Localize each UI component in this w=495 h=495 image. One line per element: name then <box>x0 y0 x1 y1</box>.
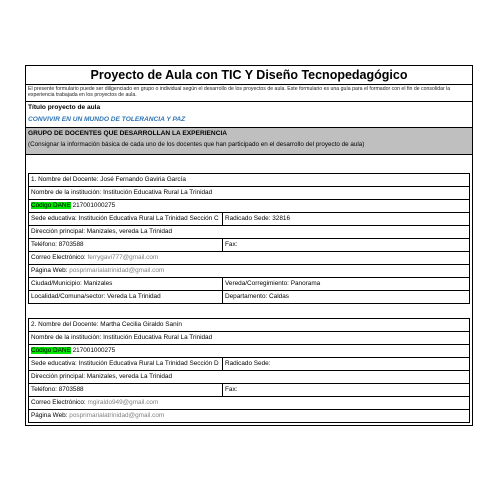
pagina-label: Página Web: <box>31 266 70 274</box>
teacher-fax[interactable]: Fax: <box>225 240 238 248</box>
teacher-row <box>29 213 469 226</box>
pagina-value: posprimarialatrinidad@gmail.com <box>69 266 165 274</box>
project-title-value[interactable]: CONVIVIR EN UN MUNDO DE TOLERANCIA Y PAZ <box>26 112 472 128</box>
form-intro: El presente formulario puede ser diligenciado en grupo o individual según el desarrollo de los proyectos de aula. Este formulario es una guía para el formador con el fin de consolidar la experiencia trabajada en los proyectos de aula. <box>26 85 472 102</box>
teacher-row <box>29 226 469 239</box>
dane-value: 217001000275 <box>70 201 116 209</box>
teacher-institution[interactable]: Nombre de la institución: Institución Educativa Rural La Trinidad <box>31 333 213 341</box>
correo-label: Correo Electrónico: <box>31 253 88 261</box>
form-title: Proyecto de Aula con TIC Y Diseño Tecnopedagógico <box>26 66 472 85</box>
teacher-row <box>29 410 469 422</box>
teacher-block <box>28 318 470 423</box>
teacher-row <box>29 384 469 397</box>
teacher-telefono[interactable]: Teléfono: 8703588 <box>29 239 223 251</box>
dane-value: 217001000275 <box>70 346 116 354</box>
pagina-label: Página Web: <box>31 411 70 419</box>
teacher-row <box>29 319 469 332</box>
teacher-name[interactable]: 2. Nombre del Docente: Martha Cecilia Giraldo Sanín <box>31 320 182 328</box>
spacer <box>26 155 472 173</box>
teacher-institution[interactable]: Nombre de la institución: Institución Educativa Rural La Trinidad <box>31 188 213 196</box>
form-sheet <box>25 65 473 426</box>
dane-label: Código DANE <box>31 346 71 354</box>
teacher-radicado[interactable]: Radicado Sede: <box>225 359 271 367</box>
teacher-row <box>29 174 469 187</box>
teacher-name[interactable]: 1. Nombre del Docente: José Fernando Gaviria García <box>31 175 186 183</box>
teacher-sede[interactable]: Sede educativa: Institución Educativa Rural La Trinidad Sección D <box>29 358 223 370</box>
teacher-row <box>29 187 469 200</box>
teacher-radicado[interactable]: Radicado Sede: 32816 <box>225 214 291 222</box>
teacher-row <box>29 291 469 303</box>
teacher-correo[interactable] <box>29 397 469 409</box>
teacher-dane[interactable] <box>29 200 469 212</box>
teacher-departamento[interactable]: Departamento: Caldas <box>225 292 289 300</box>
teacher-localidad[interactable]: Localidad/Comuna/sector: Vereda La Trinidad <box>29 291 223 303</box>
group-instructions: (Consignar la información básica de cada uno de los docentes que han participado en el desarrollo del proyecto de aula) <box>28 140 365 148</box>
teacher-row <box>29 239 469 252</box>
group-header: GRUPO DE DOCENTES QUE DESARROLLAN LA EXPERIENCIA <box>28 129 228 137</box>
teacher-ciudad[interactable]: Ciudad/Municipio: Manizales <box>29 278 223 290</box>
teacher-direccion[interactable]: Dirección principal: Manizales, vereda La Trinidad <box>31 372 173 380</box>
teacher-telefono[interactable]: Teléfono: 8703588 <box>29 384 223 396</box>
teacher-block <box>28 173 470 304</box>
teacher-row <box>29 278 469 291</box>
teacher-row <box>29 332 469 345</box>
teacher-pagina[interactable] <box>29 410 469 422</box>
teacher-sede[interactable]: Sede educativa: Institución Educativa Rural La Trinidad Sección C <box>29 213 223 225</box>
correo-value: mgiraldo949@gmail.com <box>87 398 159 406</box>
teacher-row <box>29 200 469 213</box>
teacher-correo[interactable] <box>29 252 469 264</box>
teacher-dane[interactable] <box>29 345 469 357</box>
teacher-pagina[interactable] <box>29 265 469 277</box>
teacher-fax[interactable]: Fax: <box>225 385 238 393</box>
dane-label: Código DANE <box>31 201 71 209</box>
correo-label: Correo Electrónico: <box>31 398 88 406</box>
pagina-value: posprimarialatrinidad@gmail.com <box>69 411 165 419</box>
group-section-header <box>26 128 472 155</box>
teacher-row <box>29 371 469 384</box>
teacher-direccion[interactable]: Dirección principal: Manizales, vereda La Trinidad <box>31 227 173 235</box>
teacher-row <box>29 252 469 265</box>
teacher-row <box>29 265 469 278</box>
teacher-vereda[interactable]: Vereda/Corregimiento: Panorama <box>225 279 321 287</box>
teacher-row <box>29 345 469 358</box>
correo-value: ferrygavi777@gmail.com <box>87 253 159 261</box>
teacher-row <box>29 358 469 371</box>
teacher-row <box>29 397 469 410</box>
project-title-label: Título proyecto de aula <box>28 103 101 111</box>
